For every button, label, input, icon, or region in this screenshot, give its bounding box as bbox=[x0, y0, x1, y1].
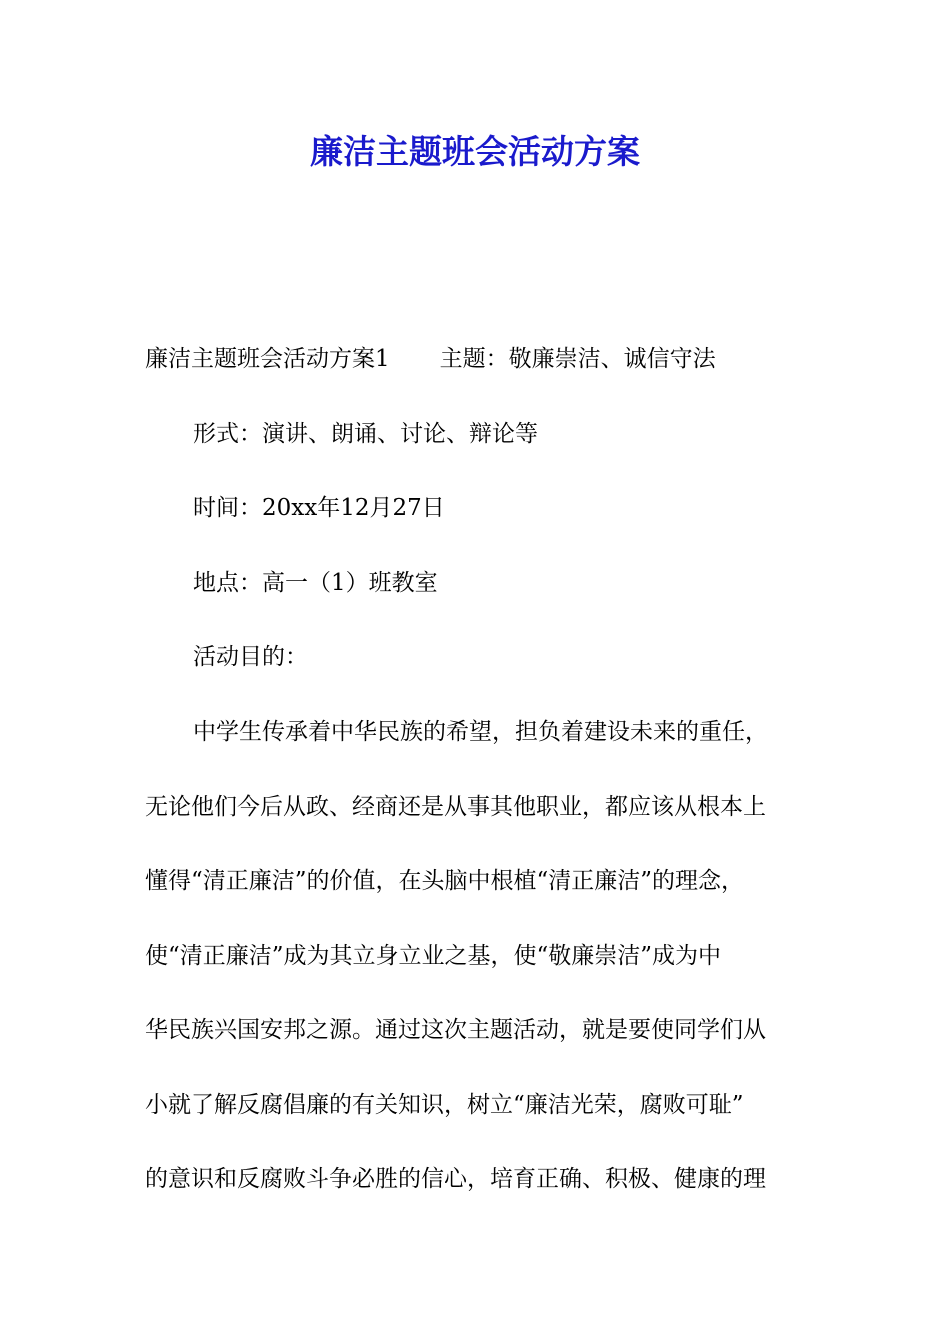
paragraph-line: 的意识和反腐败斗争必胜的信心，培育正确、积极、健康的理 bbox=[145, 1166, 766, 1192]
document-title: 廉洁主题班会活动方案 bbox=[310, 132, 640, 171]
location-field: 地点：高一（1）班教室 bbox=[193, 570, 438, 596]
time-field: 时间：20xx年12月27日 bbox=[193, 495, 445, 521]
purpose-label: 活动目的： bbox=[193, 644, 308, 670]
form-field: 形式：演讲、朗诵、讨论、辩论等 bbox=[193, 421, 538, 447]
heading-line bbox=[145, 344, 716, 374]
paragraph-line: 华民族兴国安邦之源。通过这次主题活动，就是要使同学们从 bbox=[145, 1017, 766, 1043]
paragraph-line: 小就了解反腐倡廉的有关知识，树立“廉洁光荣，腐败可耻” bbox=[145, 1092, 744, 1118]
paragraph-line: 使“清正廉洁”成为其立身立业之基，使“敬廉崇洁”成为中 bbox=[145, 943, 722, 969]
paragraph-line: 无论他们今后从政、经商还是从事其他职业，都应该从根本上 bbox=[145, 794, 766, 820]
paragraph-line: 中学生传承着中华民族的希望，担负着建设未来的重任， bbox=[193, 719, 768, 745]
theme-text: 主题：敬廉崇洁、诚信守法 bbox=[439, 346, 716, 372]
paragraph-line: 懂得“清正廉洁”的价值，在头脑中根植“清正廉洁”的理念， bbox=[145, 868, 745, 894]
plan-heading: 廉洁主题班会活动方案1 bbox=[145, 346, 390, 372]
